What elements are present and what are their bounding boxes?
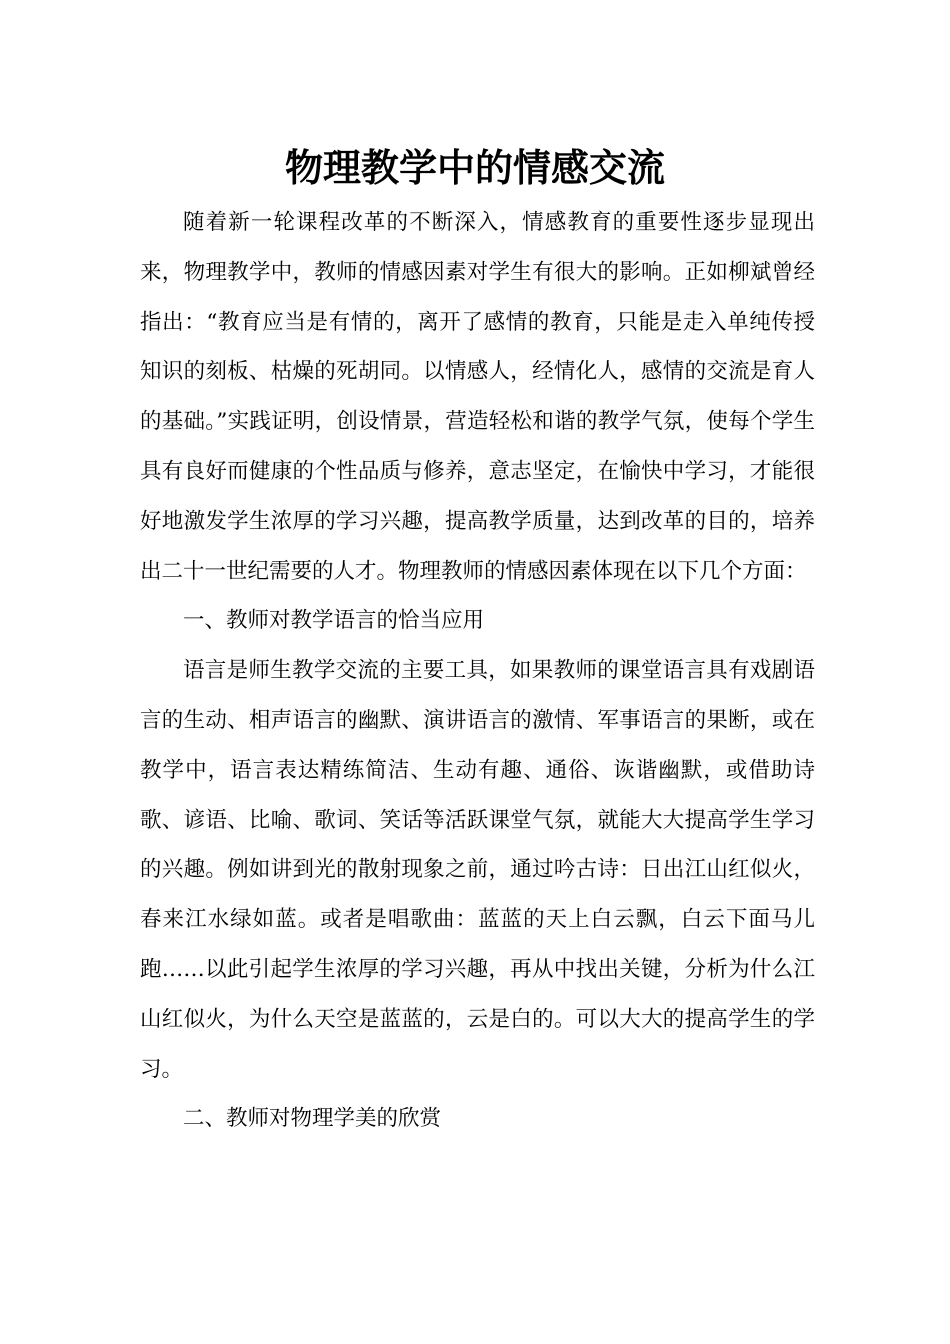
document-body <box>140 198 815 1144</box>
section-1-heading: 一、教师对教学语言的恰当应用 <box>183 608 485 634</box>
intro-paragraph: 随着新一轮课程改革的不断深入，情感教育的重要性逐步显现出来，物理教学中，教师的情感因素对学生有很大的影响。正如柳斌曾经指出：“教育应当是有情的，离开了感情的教育，只能是走入单纯传授知识的刻板、枯燥的死胡同。以情感人，经情化人，感情的交流是育人的基础。”实践证明，创设情景，营造轻松和谐的教学气氛，使每个学生具有良好而健康的个性品质与修养，意志坚定，在愉快中学习，才能很好地激发学生浓厚的学习兴趣，提高教学质量，达到改革的目的，培养出二十一世纪需要的人才。物理教师的情感因素体现在以下几个方面： <box>140 210 815 584</box>
section-2-heading: 二、教师对物理学美的欣赏 <box>183 1106 442 1132</box>
section-1-paragraph: 语言是师生教学交流的主要工具，如果教师的课堂语言具有戏剧语言的生动、相声语言的幽默、演讲语言的激情、军事语言的果断，或在教学中，语言表达精练简洁、生动有趣、通俗、诙谐幽默，或借助诗歌、谚语、比喻、歌词、笑话等活跃课堂气氛，就能大大提高学生学习的兴趣。例如讲到光的散射现象之前，通过吟古诗：日出江山红似火，春来江水绿如蓝。或者是唱歌曲：蓝蓝的天上白云飘，白云下面马儿跑……以此引起学生浓厚的学习兴趣，再从中找出关键，分析为什么江山红似火，为什么天空是蓝蓝的，云是白的。可以大大的提高学生的学习。 <box>140 658 815 1082</box>
document-title: 物理教学中的情感交流 <box>284 145 665 190</box>
